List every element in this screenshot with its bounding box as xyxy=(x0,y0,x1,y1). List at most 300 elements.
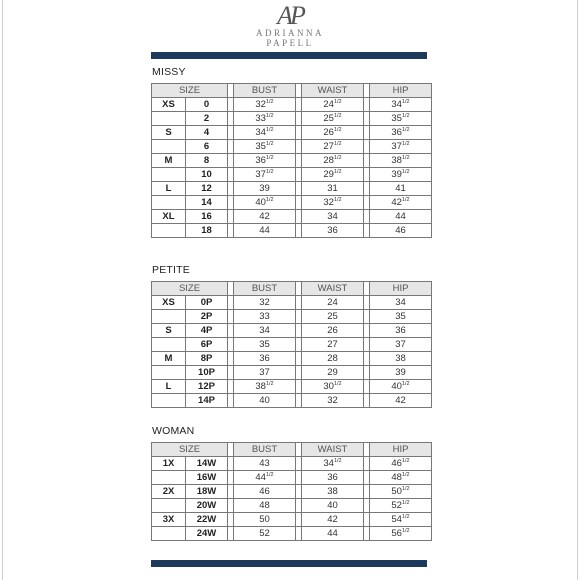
bust-cell-value: 42 xyxy=(259,211,270,222)
hip-cell-value: 34 xyxy=(391,99,402,110)
size-letter xyxy=(152,126,186,140)
waist-cell xyxy=(302,485,364,499)
size-number xyxy=(186,296,228,310)
half-fraction: 1/2 xyxy=(333,99,342,105)
table-row xyxy=(152,296,432,310)
waist-cell xyxy=(302,210,364,224)
waist-cell xyxy=(302,457,364,471)
waist-cell-value: 26 xyxy=(327,325,338,336)
bust-cell-value: 34 xyxy=(255,127,266,138)
hip-cell xyxy=(370,126,432,140)
section-title-woman: WOMAN xyxy=(152,425,195,437)
hip-cell-value: 44 xyxy=(395,211,406,222)
half-fraction: 1/2 xyxy=(401,155,410,161)
size-number xyxy=(186,485,228,499)
waist-cell xyxy=(302,527,364,541)
waist-cell xyxy=(302,338,364,352)
waist-cell-value: 29 xyxy=(327,367,338,378)
size-letter xyxy=(152,513,186,527)
hip-cell xyxy=(370,196,432,210)
size-letter xyxy=(152,196,186,210)
size-number xyxy=(186,338,228,352)
bust-cell xyxy=(234,310,296,324)
table-row xyxy=(152,394,432,408)
hip-cell xyxy=(370,168,432,182)
hip-cell-value: 36 xyxy=(391,127,402,138)
half-fraction: 1/2 xyxy=(401,169,410,175)
table-row xyxy=(152,471,432,485)
hip-cell-value: 48 xyxy=(391,472,402,483)
bust-cell xyxy=(234,457,296,471)
petite-size-table xyxy=(151,281,432,408)
waist-cell xyxy=(302,154,364,168)
table-row xyxy=(152,210,432,224)
table-row xyxy=(152,352,432,366)
size-number xyxy=(186,527,228,541)
waist-cell-value: 31 xyxy=(327,183,338,194)
size-column-header: SIZE xyxy=(152,282,228,296)
size-number xyxy=(186,210,228,224)
table-header-row xyxy=(152,282,432,296)
waist-cell-value: 30 xyxy=(323,381,334,392)
bust-cell-value: 43 xyxy=(259,458,270,469)
hip-cell-value: 46 xyxy=(391,458,402,469)
waist-column-header: WAIST xyxy=(302,282,364,296)
size-letter-value: 3X xyxy=(162,514,175,525)
half-fraction: 1/2 xyxy=(401,99,410,105)
hip-cell xyxy=(370,310,432,324)
size-number-value: 8P xyxy=(200,353,213,364)
hip-cell xyxy=(370,471,432,485)
table-header-row xyxy=(152,84,432,98)
size-letter-value: M xyxy=(164,353,173,364)
hip-cell xyxy=(370,324,432,338)
hip-cell xyxy=(370,210,432,224)
waist-cell-value: 42 xyxy=(327,514,338,525)
hip-cell-value: 40 xyxy=(391,381,402,392)
waist-cell xyxy=(302,126,364,140)
size-letter-value: L xyxy=(165,381,172,392)
bust-cell xyxy=(234,210,296,224)
bust-cell xyxy=(234,196,296,210)
waist-cell-value: 29 xyxy=(323,169,334,180)
size-letter-value: XL xyxy=(162,211,175,222)
size-letter xyxy=(152,182,186,196)
hip-cell xyxy=(370,527,432,541)
size-number-value: 16 xyxy=(201,211,212,222)
bust-cell-value: 52 xyxy=(259,528,270,539)
bust-cell xyxy=(234,112,296,126)
size-number xyxy=(186,513,228,527)
waist-cell-value: 24 xyxy=(323,99,334,110)
size-number-value: 16W xyxy=(196,472,217,483)
size-number xyxy=(186,310,228,324)
half-fraction: 1/2 xyxy=(333,155,342,161)
size-number-value: 18 xyxy=(201,225,212,236)
table-row xyxy=(152,366,432,380)
bust-cell xyxy=(234,140,296,154)
size-letter xyxy=(152,168,186,182)
bust-cell xyxy=(234,380,296,394)
waist-cell-value: 28 xyxy=(327,353,338,364)
size-letter xyxy=(152,366,186,380)
frame-right-edge xyxy=(577,0,578,580)
waist-cell-value: 36 xyxy=(327,472,338,483)
bust-cell xyxy=(234,394,296,408)
hip-cell xyxy=(370,513,432,527)
size-number-value: 0 xyxy=(203,99,210,110)
hip-cell xyxy=(370,98,432,112)
waist-cell-value: 27 xyxy=(327,339,338,350)
half-fraction: 1/2 xyxy=(401,127,410,133)
half-fraction: 1/2 xyxy=(401,472,410,478)
brand-name-line2: PAPELL xyxy=(266,38,314,48)
hip-cell xyxy=(370,112,432,126)
table-row xyxy=(152,154,432,168)
hip-column-header: HIP xyxy=(370,282,432,296)
hip-cell-value: 38 xyxy=(391,155,402,166)
half-fraction: 1/2 xyxy=(265,197,274,203)
size-number-value: 2 xyxy=(203,113,210,124)
hip-cell-value: 36 xyxy=(395,325,406,336)
hip-cell-value: 39 xyxy=(395,367,406,378)
size-number-value: 12P xyxy=(198,381,215,392)
waist-cell xyxy=(302,98,364,112)
hip-column-header: HIP xyxy=(370,84,432,98)
half-fraction: 1/2 xyxy=(401,113,410,119)
waist-cell-value: 34 xyxy=(323,458,334,469)
waist-cell-value: 36 xyxy=(327,225,338,236)
hip-cell xyxy=(370,224,432,238)
bust-cell xyxy=(234,224,296,238)
size-number-value: 6 xyxy=(203,141,210,152)
bust-cell xyxy=(234,338,296,352)
hip-cell xyxy=(370,380,432,394)
size-number-value: 22W xyxy=(196,514,217,525)
size-letter-value: S xyxy=(165,127,172,138)
waist-cell-value: 38 xyxy=(327,486,338,497)
hip-cell-value: 35 xyxy=(391,113,402,124)
bust-cell xyxy=(234,527,296,541)
hip-cell xyxy=(370,182,432,196)
size-column-header: SIZE xyxy=(152,84,228,98)
size-letter-value: XS xyxy=(162,297,175,308)
size-number xyxy=(186,324,228,338)
size-number-value: 18W xyxy=(196,486,217,497)
size-number-value: 10P xyxy=(198,367,215,378)
hip-cell xyxy=(370,394,432,408)
half-fraction: 1/2 xyxy=(333,197,342,203)
hip-cell xyxy=(370,457,432,471)
hip-cell xyxy=(370,485,432,499)
half-fraction: 1/2 xyxy=(401,514,410,520)
bust-cell xyxy=(234,168,296,182)
bust-cell-value: 46 xyxy=(259,486,270,497)
bust-cell-value: 40 xyxy=(255,197,266,208)
waist-column-header: WAIST xyxy=(302,84,364,98)
waist-cell-value: 32 xyxy=(327,395,338,406)
table-row xyxy=(152,513,432,527)
waist-cell xyxy=(302,182,364,196)
size-letter xyxy=(152,224,186,238)
size-letter xyxy=(152,210,186,224)
size-letter-value: XS xyxy=(162,99,175,110)
bust-cell xyxy=(234,499,296,513)
bust-cell-value: 36 xyxy=(255,155,266,166)
size-letter xyxy=(152,499,186,513)
bust-cell-value: 32 xyxy=(255,99,266,110)
size-number xyxy=(186,98,228,112)
hip-cell-value: 37 xyxy=(391,141,402,152)
waist-cell-value: 25 xyxy=(323,113,334,124)
half-fraction: 1/2 xyxy=(333,458,342,464)
waist-cell xyxy=(302,196,364,210)
bust-cell-value: 37 xyxy=(255,169,266,180)
waist-cell-value: 34 xyxy=(327,211,338,222)
hip-cell-value: 37 xyxy=(395,339,406,350)
half-fraction: 1/2 xyxy=(333,113,342,119)
bust-cell-value: 36 xyxy=(259,353,270,364)
missy-size-table xyxy=(151,83,432,238)
waist-cell xyxy=(302,380,364,394)
waist-cell-value: 27 xyxy=(323,141,334,152)
size-number-value: 4P xyxy=(200,325,213,336)
size-number-value: 8 xyxy=(203,155,210,166)
size-number-value: 4 xyxy=(203,127,210,138)
brand-name-line1: ADRIANNA xyxy=(256,28,324,38)
size-number-value: 6P xyxy=(200,339,213,350)
size-letter xyxy=(152,338,186,352)
hip-cell-value: 42 xyxy=(395,395,406,406)
section-title-missy: MISSY xyxy=(152,66,186,78)
half-fraction: 1/2 xyxy=(401,528,410,534)
size-number-value: 20W xyxy=(196,500,217,511)
waist-cell xyxy=(302,352,364,366)
size-letter-value: 1X xyxy=(162,458,175,469)
hip-cell-value: 46 xyxy=(395,225,406,236)
table-header-row xyxy=(152,443,432,457)
half-fraction: 1/2 xyxy=(265,99,274,105)
hip-cell xyxy=(370,338,432,352)
half-fraction: 1/2 xyxy=(333,127,342,133)
size-letter-value: M xyxy=(164,155,173,166)
hip-cell-value: 35 xyxy=(395,311,406,322)
size-number xyxy=(186,196,228,210)
bust-cell-value: 35 xyxy=(255,141,266,152)
hip-cell xyxy=(370,296,432,310)
hip-cell xyxy=(370,154,432,168)
size-number xyxy=(186,499,228,513)
size-number xyxy=(186,182,228,196)
size-letter xyxy=(152,154,186,168)
table-row xyxy=(152,499,432,513)
size-number xyxy=(186,457,228,471)
waist-cell-value: 25 xyxy=(327,311,338,322)
size-column-header: SIZE xyxy=(152,443,228,457)
waist-cell xyxy=(302,168,364,182)
waist-cell xyxy=(302,394,364,408)
size-number xyxy=(186,471,228,485)
hip-cell-value: 50 xyxy=(391,486,402,497)
size-letter xyxy=(152,471,186,485)
table-row xyxy=(152,196,432,210)
waist-cell xyxy=(302,310,364,324)
woman-size-table xyxy=(151,442,432,541)
size-number xyxy=(186,394,228,408)
hip-cell-value: 39 xyxy=(391,169,402,180)
half-fraction: 1/2 xyxy=(265,472,274,478)
bust-cell-value: 38 xyxy=(255,381,266,392)
half-fraction: 1/2 xyxy=(401,486,410,492)
hip-cell xyxy=(370,499,432,513)
bust-cell-value: 33 xyxy=(255,113,266,124)
table-row xyxy=(152,310,432,324)
size-letter xyxy=(152,352,186,366)
half-fraction: 1/2 xyxy=(401,458,410,464)
footer-divider-bar xyxy=(151,560,427,567)
size-letter xyxy=(152,457,186,471)
bust-cell xyxy=(234,182,296,196)
half-fraction: 1/2 xyxy=(401,381,410,387)
frame-left-edge xyxy=(2,0,3,580)
table-row xyxy=(152,224,432,238)
size-letter xyxy=(152,485,186,499)
bust-cell xyxy=(234,352,296,366)
table-row xyxy=(152,140,432,154)
size-number xyxy=(186,154,228,168)
bust-cell xyxy=(234,296,296,310)
size-number xyxy=(186,224,228,238)
table-row xyxy=(152,112,432,126)
table-row xyxy=(152,126,432,140)
size-letter xyxy=(152,394,186,408)
half-fraction: 1/2 xyxy=(333,381,342,387)
bust-cell-value: 33 xyxy=(259,311,270,322)
hip-cell xyxy=(370,352,432,366)
half-fraction: 1/2 xyxy=(265,381,274,387)
size-number-value: 2P xyxy=(200,311,213,322)
waist-cell-value: 26 xyxy=(323,127,334,138)
bust-cell xyxy=(234,324,296,338)
bust-cell-value: 34 xyxy=(259,325,270,336)
size-number-value: 10 xyxy=(201,169,212,180)
hip-cell xyxy=(370,366,432,380)
half-fraction: 1/2 xyxy=(401,197,410,203)
half-fraction: 1/2 xyxy=(333,141,342,147)
size-number xyxy=(186,126,228,140)
bust-column-header: BUST xyxy=(234,443,296,457)
bust-cell-value: 39 xyxy=(259,183,270,194)
bust-cell-value: 35 xyxy=(259,339,270,350)
size-letter xyxy=(152,324,186,338)
hip-cell xyxy=(370,140,432,154)
bust-cell xyxy=(234,154,296,168)
size-letter xyxy=(152,527,186,541)
bust-cell-value: 32 xyxy=(259,297,270,308)
table-row xyxy=(152,457,432,471)
waist-cell xyxy=(302,224,364,238)
table-row xyxy=(152,485,432,499)
hip-cell-value: 54 xyxy=(391,514,402,525)
size-number-value: 14P xyxy=(198,395,215,406)
hip-column-header: HIP xyxy=(370,443,432,457)
size-letter xyxy=(152,380,186,394)
bust-column-header: BUST xyxy=(234,84,296,98)
bust-cell-value: 37 xyxy=(259,367,270,378)
bust-cell xyxy=(234,126,296,140)
waist-cell-value: 44 xyxy=(327,528,338,539)
hip-cell-value: 34 xyxy=(395,297,406,308)
half-fraction: 1/2 xyxy=(265,155,274,161)
size-number xyxy=(186,140,228,154)
bust-cell-value: 40 xyxy=(259,395,270,406)
size-letter-value: L xyxy=(165,183,172,194)
bust-cell xyxy=(234,471,296,485)
half-fraction: 1/2 xyxy=(265,169,274,175)
header-divider-bar xyxy=(151,52,427,59)
waist-cell xyxy=(302,499,364,513)
brand-logo xyxy=(0,1,580,48)
table-row xyxy=(152,98,432,112)
waist-cell xyxy=(302,471,364,485)
size-number xyxy=(186,366,228,380)
size-number-value: 24W xyxy=(196,528,217,539)
bust-cell-value: 48 xyxy=(259,500,270,511)
waist-cell-value: 40 xyxy=(327,500,338,511)
size-letter-value: S xyxy=(165,325,172,336)
size-number xyxy=(186,380,228,394)
waist-cell xyxy=(302,513,364,527)
bust-cell xyxy=(234,485,296,499)
table-row xyxy=(152,338,432,352)
table-row xyxy=(152,324,432,338)
half-fraction: 1/2 xyxy=(265,127,274,133)
waist-cell xyxy=(302,324,364,338)
bust-column-header: BUST xyxy=(234,282,296,296)
size-number xyxy=(186,168,228,182)
size-letter-value: 2X xyxy=(162,486,175,497)
waist-cell-value: 28 xyxy=(323,155,334,166)
size-number-value: 12 xyxy=(201,183,212,194)
hip-cell-value: 42 xyxy=(391,197,402,208)
bust-cell-value: 50 xyxy=(259,514,270,525)
size-letter xyxy=(152,140,186,154)
brand-monogram: AP xyxy=(277,1,303,30)
hip-cell-value: 41 xyxy=(395,183,406,194)
half-fraction: 1/2 xyxy=(265,113,274,119)
section-title-petite: PETITE xyxy=(152,264,190,276)
size-number xyxy=(186,352,228,366)
hip-cell-value: 52 xyxy=(391,500,402,511)
half-fraction: 1/2 xyxy=(401,500,410,506)
half-fraction: 1/2 xyxy=(333,169,342,175)
waist-cell xyxy=(302,112,364,126)
table-row xyxy=(152,182,432,196)
bust-cell xyxy=(234,98,296,112)
hip-cell-value: 38 xyxy=(395,353,406,364)
table-row xyxy=(152,527,432,541)
bust-cell-value: 44 xyxy=(255,472,266,483)
size-number-value: 14W xyxy=(196,458,217,469)
table-row xyxy=(152,380,432,394)
half-fraction: 1/2 xyxy=(401,141,410,147)
waist-cell xyxy=(302,296,364,310)
waist-cell-value: 24 xyxy=(327,297,338,308)
waist-cell xyxy=(302,366,364,380)
bust-cell-value: 44 xyxy=(259,225,270,236)
bust-cell xyxy=(234,366,296,380)
size-letter xyxy=(152,310,186,324)
